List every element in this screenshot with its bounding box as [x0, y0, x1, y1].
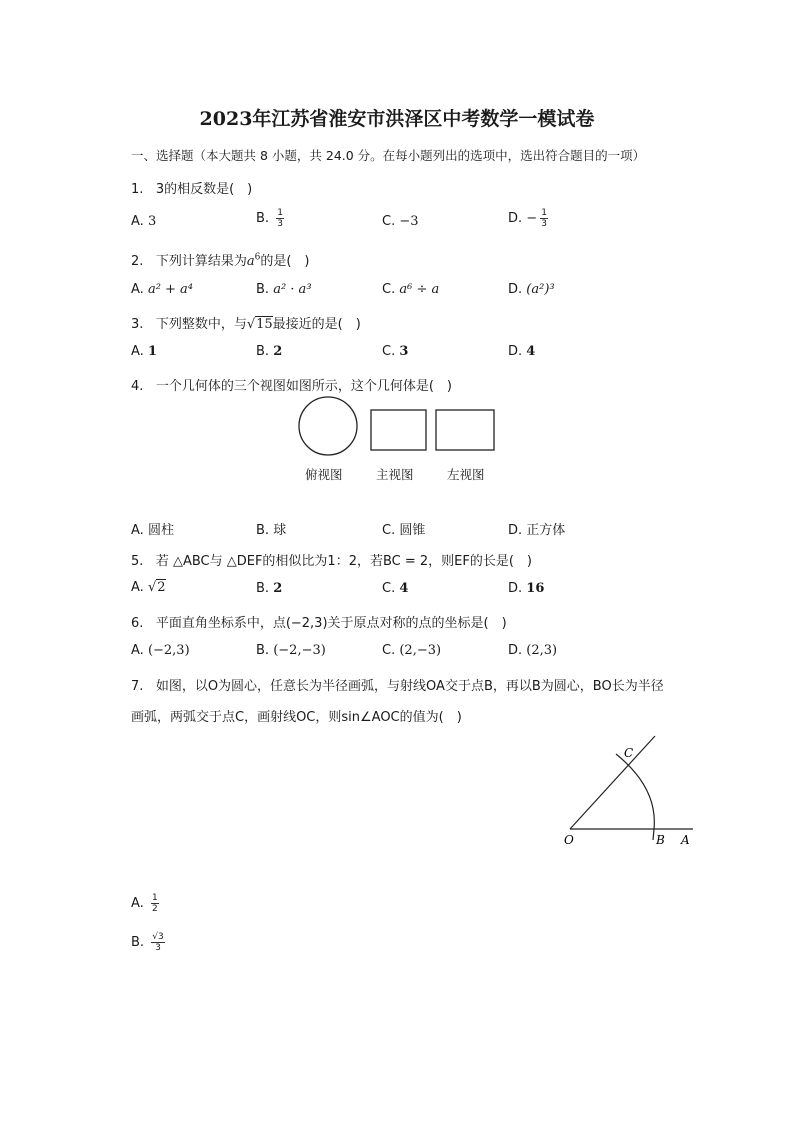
- q2-option-c[interactable]: C. a⁶ ÷ a: [382, 282, 440, 297]
- question-7: 7. 如图，以O为圆心，任意长为半径画弧，与射线OA交于点B，再以B为圆心，BO长为半径: [131, 679, 664, 694]
- q2-option-d[interactable]: D. (a²)³: [508, 282, 555, 297]
- question-2: 2. 下列计算结果为$a^6$的是( ): [131, 252, 310, 269]
- caption-front-view: 主视图: [376, 467, 414, 482]
- q7-geometry-figure: [560, 730, 700, 855]
- q5-option-c[interactable]: C. 4: [382, 581, 409, 596]
- side-view-rect: [436, 410, 494, 450]
- q7-option-b[interactable]: B. $\frac{√3}{3}$: [131, 932, 164, 953]
- label-c: C: [624, 746, 634, 760]
- sqrt-symbol: √2: [147, 580, 166, 595]
- q4-option-d[interactable]: D. 正方体: [508, 523, 566, 538]
- q2-option-b[interactable]: B. a² · a³: [256, 282, 312, 297]
- question-7-line-2: 画弧，两弧交于点C，画射线OC，则sin∠AOC的值为( ): [131, 710, 462, 725]
- q3-option-d[interactable]: D. 4: [508, 344, 536, 359]
- section-heading: 一、选择题（本大题共 8 小题，共 24.0 分。在每小题列出的选项中，选出符合题目的一项）: [131, 148, 646, 163]
- question-5: 5. 若 △ABC与 △DEF的相似比为1：2，若BC = 2，则EF的长是( ): [131, 554, 533, 569]
- top-view-circle: [299, 397, 357, 455]
- front-view-rect: [371, 410, 426, 450]
- label-a: A: [681, 833, 690, 847]
- fraction: $\frac{1}{2}$: [151, 893, 158, 914]
- q4-option-a[interactable]: A. 圆柱: [131, 523, 174, 538]
- q1-option-c[interactable]: C. −3: [382, 214, 419, 229]
- q5-option-b[interactable]: B. 2: [256, 581, 283, 596]
- caption-side-view: 左视图: [447, 467, 485, 482]
- question-4: 4. 一个几何体的三个视图如图所示，这个几何体是( ): [131, 379, 452, 394]
- question-1: [131, 178, 252, 197]
- label-o: O: [564, 833, 574, 847]
- question-text: 3的相反数是( ): [155, 182, 253, 197]
- fraction: $\frac{1}{3}$: [277, 208, 283, 229]
- label-b: B: [656, 833, 665, 847]
- page-title: 2023年江苏省淮安市洪泽区中考数学一模试卷: [199, 108, 595, 130]
- q7-option-a[interactable]: A. $\frac{1}{2}$: [131, 893, 158, 914]
- q1-option-a[interactable]: A. 3: [131, 214, 157, 229]
- fraction: $\frac{1}{3}$: [541, 208, 547, 229]
- q6-option-c[interactable]: C. (2,−3): [382, 643, 442, 658]
- q3-option-b[interactable]: B. 2: [256, 344, 283, 359]
- q6-option-d[interactable]: D. (2,3): [508, 643, 558, 658]
- q3-option-a[interactable]: A. 1: [131, 344, 157, 359]
- q4-option-c[interactable]: C. 圆锥: [382, 523, 426, 538]
- q6-option-b[interactable]: B. (−2,−3): [256, 643, 326, 658]
- q4-option-b[interactable]: B. 球: [256, 523, 287, 538]
- q6-option-a[interactable]: A. (−2,3): [131, 643, 190, 658]
- q2-option-a[interactable]: A. a² + a⁴: [131, 282, 194, 297]
- q1-option-b[interactable]: B. $\frac{1}{3}$: [256, 208, 283, 229]
- question-6: 6. 平面直角坐标系中，点(−2,3)关于原点对称的点的坐标是( ): [131, 616, 507, 631]
- question-number: 1.: [131, 182, 144, 197]
- sqrt-symbol: √15: [246, 317, 273, 332]
- arc-from-o: [616, 754, 654, 840]
- three-views-figure: [290, 392, 510, 462]
- q5-option-a[interactable]: A. √2: [131, 580, 166, 595]
- fraction: $\frac{√3}{3}$: [152, 932, 164, 953]
- q5-option-d[interactable]: D. 16: [508, 581, 545, 596]
- q3-option-c[interactable]: C. 3: [382, 344, 409, 359]
- question-3: 3. 下列整数中，与√15最接近的是( ): [131, 317, 361, 332]
- caption-top-view: 俯视图: [305, 467, 343, 482]
- q1-option-d[interactable]: D. − $\frac{1}{3}$: [508, 208, 547, 229]
